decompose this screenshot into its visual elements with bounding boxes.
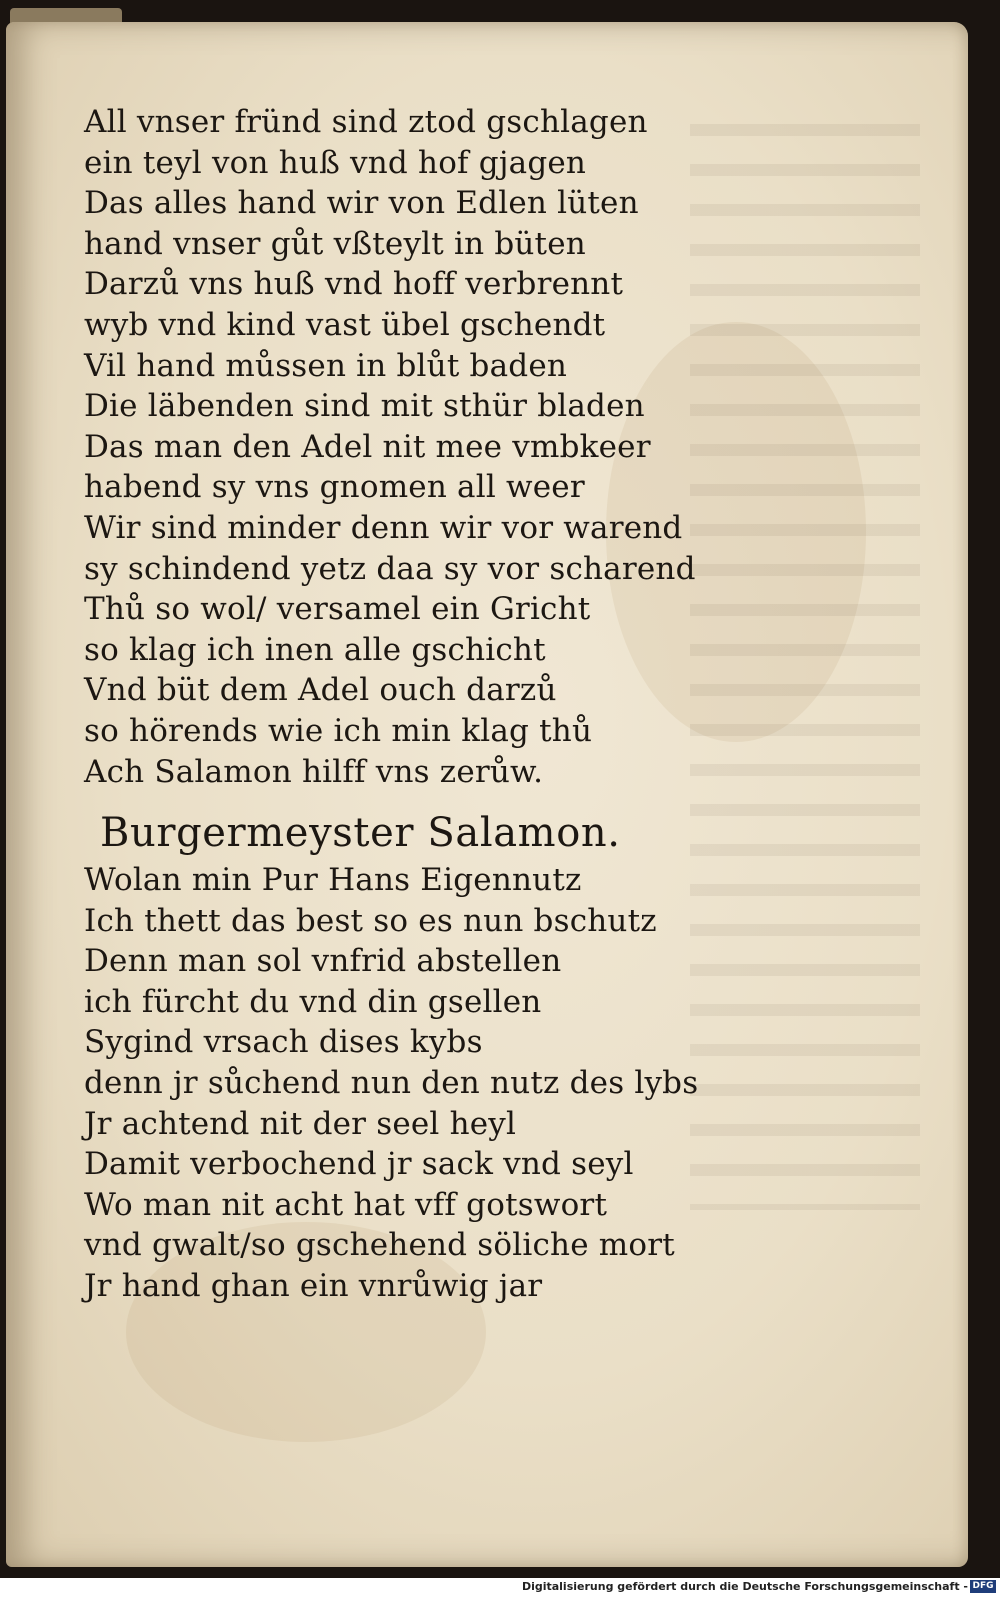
verse-line: Denn man sol vnfrid abstellen <box>84 943 562 980</box>
verse-line: Wo man nit acht hat vff gotswort <box>84 1186 608 1223</box>
verse-line: so hörends wie ich min klag thů <box>84 712 593 749</box>
verse-line: Das alles hand wir von Edlen lüten <box>84 185 639 222</box>
verse-block-top <box>84 102 724 792</box>
verse-line: Damit verbochend jr sack vnd seyl <box>84 1146 634 1183</box>
verse-line: Die läbenden sind mit sthür bladen <box>84 388 645 425</box>
verse-line: ich fürcht du vnd din gsellen <box>84 983 542 1020</box>
verse-line: All vnser fründ sind ztod gschlagen <box>84 104 648 140</box>
verse-line: wyb vnd kind vast übel gschendt <box>84 306 606 343</box>
verse-line: Thů so wol/ versamel ein Gricht <box>84 591 591 628</box>
dfg-logo: DFG <box>970 1580 996 1593</box>
verse-line: ein teyl von huß vnd hof gjagen <box>84 144 587 181</box>
verse-line: Vil hand můssen in blůt baden <box>84 347 568 384</box>
verse-line: Vnd büt dem Adel ouch darzů <box>84 672 557 709</box>
verse-line: Darzů vns huß vnd hoff verbrennt <box>84 266 624 303</box>
verse-line: hand vnser gůt vßteylt in büten <box>84 225 586 262</box>
verse-line: Jr achtend nit der seel heyl <box>84 1105 517 1142</box>
verse-line: Wolan min Pur Hans Eigennutz <box>84 862 582 898</box>
verse-line: denn jr sůchend nun den nutz des lybs <box>84 1064 699 1101</box>
verse-line: vnd gwalt/so gschehend söliche mort <box>84 1227 675 1264</box>
verse-line: sy schindend yetz daa sy vor scharend <box>84 550 696 587</box>
verse-line: habend sy vns gnomen all weer <box>84 469 585 506</box>
verse-line: Sygind vrsach dises kybs <box>84 1024 483 1061</box>
funding-credit: Digitalisierung gefördert durch die Deutsche Forschungsgemeinschaft - <box>521 1580 968 1593</box>
verse-line: so klag ich inen alle gschicht <box>84 631 546 668</box>
verse-line: Jr hand ghan ein vnrůwig jar <box>84 1267 543 1304</box>
speaker-heading: Burgermeyster Salamon. <box>100 810 621 856</box>
verse-line: Ich thett das best so es nun bschutz <box>84 902 657 939</box>
verse-line: Ach Salamon hilff vns zerůw. <box>84 753 544 790</box>
verse-line: Das man den Adel nit mee vmbkeer <box>84 428 651 465</box>
show-through-text <box>690 110 920 1210</box>
verse-line: Wir sind minder denn wir vor warend <box>84 509 683 546</box>
verse-block-bottom <box>84 860 724 1307</box>
